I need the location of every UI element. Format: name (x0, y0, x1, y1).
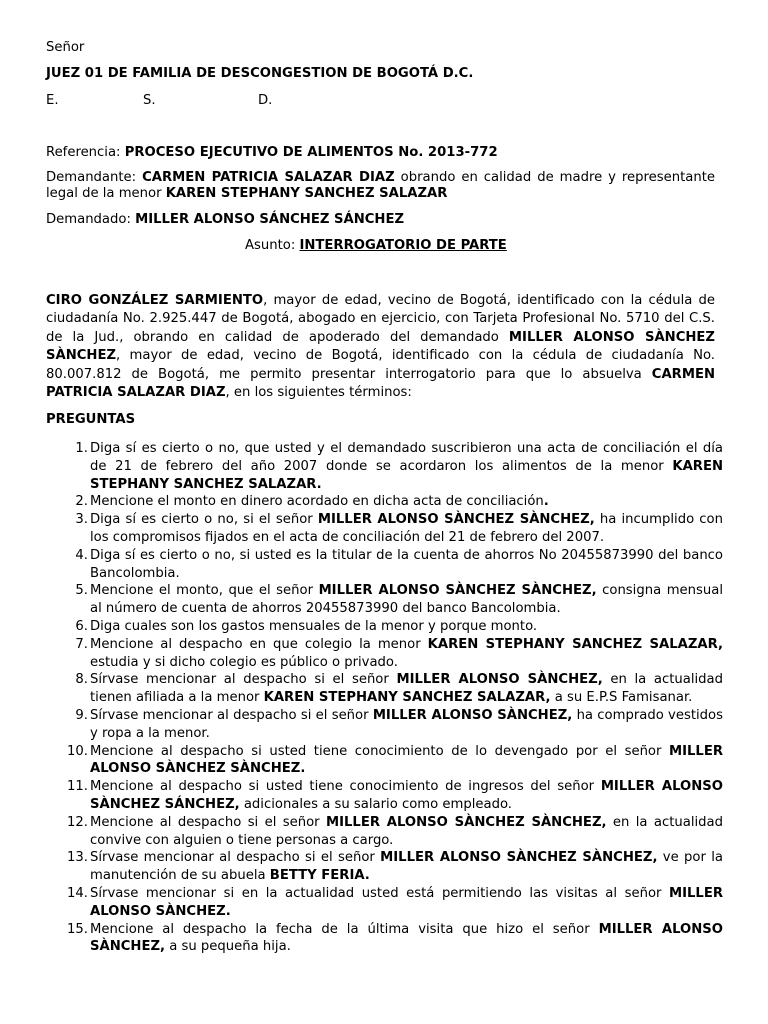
salutation: Señor (46, 40, 85, 55)
question-number: 12. (67, 814, 88, 830)
question-item (46, 814, 723, 850)
question-bold-text: MILLER ALONSO SÀNCHEZ, (372, 707, 573, 723)
question-text: Diga sí es cierto o no, si usted es la titular de la cuenta de ahorros No 20455873990 del banco Bancolombia. (90, 547, 723, 581)
question-item (46, 921, 723, 957)
question-number: 6. (75, 618, 88, 634)
question-item (46, 778, 723, 814)
reference-line (46, 145, 498, 161)
defendant-line (46, 212, 404, 228)
defendant-name-intro: MILLER ALONSO SÀNCHEZ SÀNCHEZ (46, 329, 715, 364)
question-number: 11. (67, 779, 88, 795)
question-item (46, 849, 723, 885)
question-text: estudia y si dicho colegio es público o privado. (90, 654, 398, 670)
defendant-name: MILLER ALONSO SÁNCHEZ SÁNCHEZ (135, 212, 405, 227)
reference-label: Referencia: (46, 145, 125, 160)
question-bold-text: BETTY FERIA. (269, 868, 370, 884)
intro-paragraph (46, 292, 715, 402)
question-bold-text: MILLER ALONSO SÀNCHEZ SÀNCHEZ, (326, 814, 607, 830)
question-number: 13. (67, 850, 88, 866)
question-item (46, 671, 723, 707)
question-text: Diga sí es cierto o no, si el señor (90, 512, 318, 528)
question-text: Mencione al despacho si usted tiene conocimiento de ingresos del señor (90, 779, 601, 795)
question-item (46, 707, 723, 743)
question-text: Mencione al despacho si usted tiene conocimiento de lo devengado por el señor (90, 743, 669, 759)
questions-list (46, 440, 723, 956)
question-item (46, 440, 723, 493)
question-item (46, 885, 723, 921)
question-item (46, 493, 723, 511)
question-text: ve por la manutención de su abuela (90, 850, 723, 884)
question-bold-text: KAREN STEPHANY SANCHEZ SALAZAR. (90, 458, 723, 492)
question-item (46, 547, 723, 583)
question-number: 4. (75, 547, 88, 563)
question-bold-text: KAREN STEPHANY SANCHEZ SALAZAR, (427, 636, 723, 652)
questions-title: PREGUNTAS (46, 412, 136, 427)
question-text: a su pequeña hija. (165, 939, 291, 955)
question-text: Mencione el monto en dinero acordado en dicha acta de conciliación (90, 494, 544, 510)
subject-label: Asunto: (245, 238, 300, 253)
plaintiff-line (46, 170, 715, 202)
esd-e: E. (46, 93, 59, 108)
question-number: 2. (75, 494, 88, 510)
minor-name: KAREN STEPHANY SANCHEZ SALAZAR (165, 186, 448, 201)
attorney-name: CIRO GONZÁLEZ SARMIENTO (46, 293, 264, 308)
question-item (46, 582, 723, 618)
question-text: Diga sí es cierto o no, que usted y el demandado suscribieron una acta de conciliación el día de 21 de febrero del año 2007 donde se acordaron los alimentos de la menor (90, 441, 723, 474)
question-item (46, 511, 723, 547)
question-text: ha comprado vestidos y ropa a la menor. (90, 707, 723, 741)
question-text: a su E.P.S Famisanar. (550, 690, 693, 706)
question-text: Sírvase mencionar al despacho si el señor (90, 672, 397, 688)
question-text: Diga cuales son los gastos mensuales de la menor y porque monto. (90, 618, 538, 634)
question-text: en la actualidad convive con alguien o tiene personas a cargo. (90, 814, 723, 848)
question-text: Mencione al despacho si el señor (90, 814, 326, 830)
question-bold-text: MILLER ALONSO SÀNCHEZ SÀNCHEZ, (380, 850, 658, 866)
question-text: Mencione al despacho la fecha de la última visita que hizo el señor (90, 921, 599, 937)
question-text: en la actualidad tienen afiliada a la menor (90, 672, 723, 706)
question-item (46, 636, 723, 672)
question-number: 9. (75, 707, 88, 723)
question-text: Mencione el monto, que el señor (90, 583, 319, 599)
question-number: 8. (75, 672, 88, 688)
question-bold-text: . (543, 494, 549, 510)
question-number: 1. (75, 441, 88, 456)
court-name: JUEZ 01 DE FAMILIA DE DESCONGESTION DE BOGOTÁ D.C. (46, 66, 474, 81)
intro-text-2: , mayor de edad, vecino de Bogotá, identificado con la cédula de ciudadanía No. 80.007.812 de Bogotá, me permito presentar interrogatorio para que lo absuelva (46, 348, 715, 382)
question-number: 5. (75, 583, 88, 599)
intro-text-3: , en los siguientes términos: (225, 385, 412, 401)
plaintiff-name: CARMEN PATRICIA SALAZAR DIAZ (142, 170, 395, 185)
question-bold-text: MILLER ALONSO SÀNCHEZ SÀNCHEZ, (318, 583, 597, 599)
question-text: Sírvase mencionar al despacho si el señor (90, 707, 373, 723)
question-number: 3. (75, 512, 88, 528)
question-number: 14. (67, 885, 88, 901)
intro-text-1: , mayor de edad, vecino de Bogotá, identificado con la cédula de ciudadanía No. 2.925.447 de Bogotá, abogado en ejercicio, con Tarjeta Profesional No. 5710 del C.S. de la Jud., obrando en calidad de apoderado del demandado (46, 293, 716, 345)
subject-line (245, 238, 507, 254)
question-bold-text: MILLER ALONSO SÀNCHEZ SÀNCHEZ, (317, 512, 595, 528)
esd-d: D. (258, 93, 273, 108)
plaintiff-label: Demandante: (46, 170, 143, 185)
question-text: Sírvase mencionar si en la actualidad usted está permitiendo las visitas al señor (90, 885, 669, 901)
question-text: consigna mensual al número de cuenta de ahorros 20455873990 del banco Bancolombia. (90, 583, 723, 617)
plaintiff-name-intro: CARMEN PATRICIA SALAZAR DIAZ (46, 366, 715, 401)
reference-value: PROCESO EJECUTIVO DE ALIMENTOS No. 2013-772 (124, 145, 498, 160)
plaintiff-text: obrando en calidad de madre y representante legal de la menor (46, 170, 716, 201)
question-number: 10. (67, 743, 88, 759)
question-bold-text: MILLER ALONSO SÀNCHEZ. (90, 885, 723, 919)
question-text: Mencione al despacho en que colegio la menor (90, 636, 428, 652)
question-bold-text: MILLER ALONSO SÀNCHEZ SÁNCHEZ, (90, 779, 724, 812)
question-number: 15. (67, 921, 88, 937)
question-item (46, 618, 723, 636)
question-bold-text: KAREN STEPHANY SANCHEZ SALAZAR, (263, 690, 551, 706)
subject-value: INTERROGATORIO DE PARTE (299, 238, 507, 253)
question-bold-text: MILLER ALONSO SÀNCHEZ SÀNCHEZ. (90, 743, 723, 777)
defendant-label: Demandado: (46, 212, 136, 227)
question-bold-text: MILLER ALONSO SÀNCHEZ, (90, 921, 724, 955)
esd-s: S. (143, 93, 156, 108)
question-number: 7. (75, 636, 88, 652)
question-text: adicionales a su salario como empleado. (239, 796, 512, 812)
question-bold-text: MILLER ALONSO SÀNCHEZ, (396, 672, 603, 688)
question-item (46, 743, 723, 779)
question-text: ha incumplido con los compromisos fijados en el acta de conciliación del 21 de febrero del 2007. (90, 512, 723, 545)
question-text: Sírvase mencionar al despacho si el señor (90, 850, 381, 866)
